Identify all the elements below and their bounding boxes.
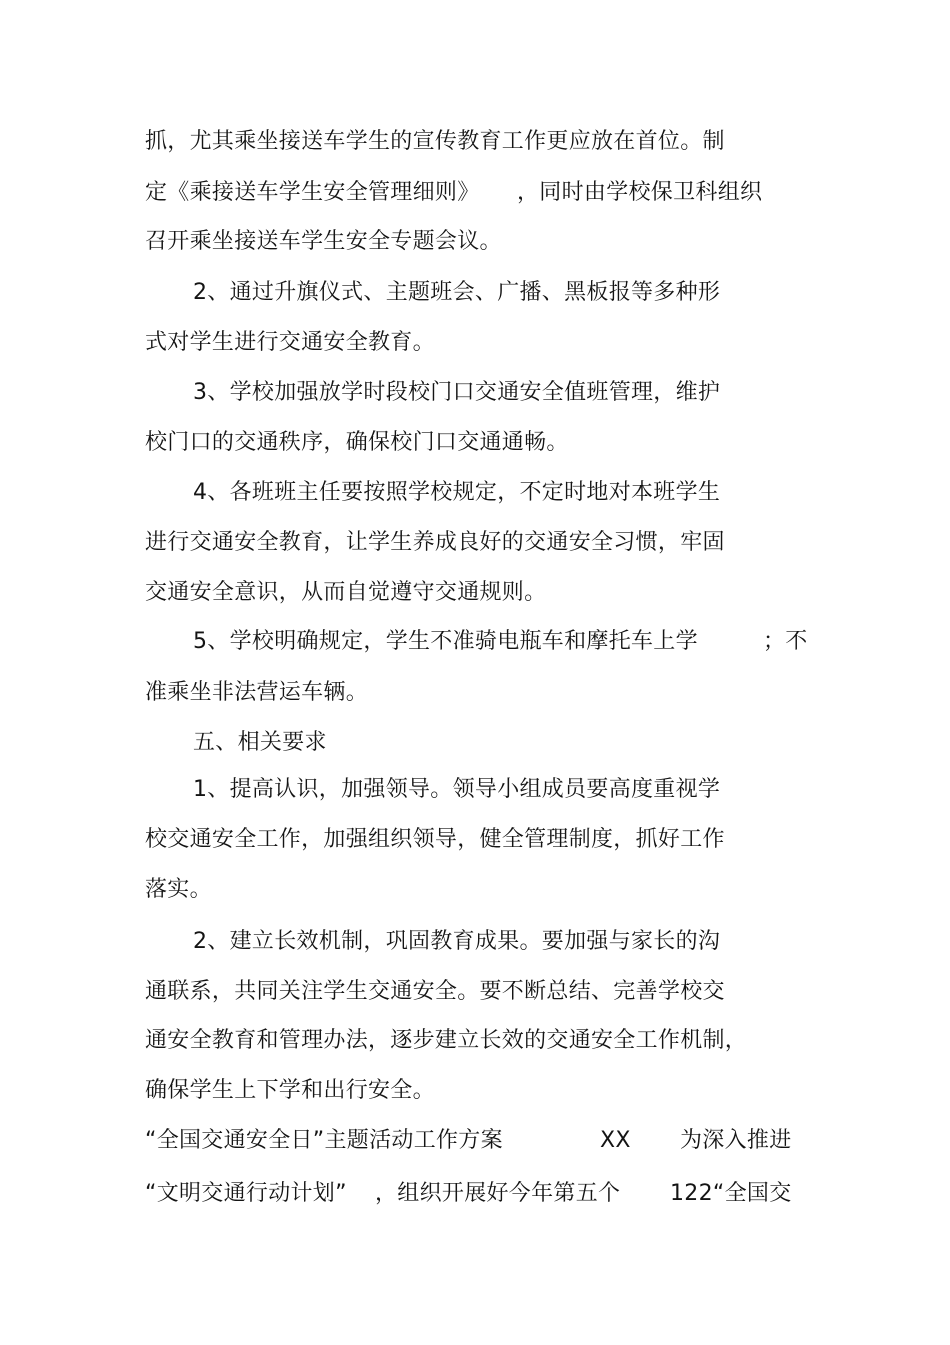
text-segment: 校门口的交通秩序，确保校门口交通通畅。 xyxy=(145,430,569,455)
text-segment: 式对学生进行交通安全教育。 xyxy=(145,330,435,355)
text-segment: XX xyxy=(600,1128,631,1153)
text-segment: 抓，尤其乘坐接送车学生的宣传教育工作更应放在首位。制 xyxy=(145,129,725,154)
text-line xyxy=(145,1180,792,1320)
text-segment: 通联系，共同关注学生交通安全。要不断总结、完善学校交 xyxy=(145,979,725,1004)
text-segment: ，同时由学校保卫科组织 xyxy=(517,180,763,205)
text-segment: 五、相关要求 xyxy=(193,730,327,755)
text-segment: ，组织开展好今年第五个 xyxy=(375,1181,621,1206)
text-segment: “全国交通安全日”主题活动工作方案 xyxy=(145,1128,503,1153)
text-segment: 2、建立长效机制，巩固教育成果。要加强与家长的沟 xyxy=(193,929,721,954)
text-line xyxy=(145,329,435,413)
text-segment: 3、学校加强放学时段校门口交通安全值班管理，维护 xyxy=(193,380,721,405)
text-segment: 1、提高认识，加强领导。领导小组成员要高度重视学 xyxy=(193,777,721,802)
text-segment: 定《乘接送车学生安全管理细则》 xyxy=(145,180,480,205)
text-segment: 确保学生上下学和出行安全。 xyxy=(145,1078,435,1103)
text-segment: 落实。 xyxy=(145,877,212,902)
text-segment: 准乘坐非法营运车辆。 xyxy=(145,680,369,705)
text-segment: 122“全国交 xyxy=(670,1181,792,1206)
text-segment: 进行交通安全教育，让学生养成良好的交通安全习惯，牢固 xyxy=(145,530,725,555)
text-segment: 召开乘坐接送车学生安全专题会议。 xyxy=(145,229,502,254)
text-segment: 为深入推进 xyxy=(680,1128,792,1153)
text-segment: “文明交通行动计划” xyxy=(145,1181,347,1206)
text-segment: ；不 xyxy=(763,629,808,654)
text-segment: 4、各班班主任要按照学校规定，不定时地对本班学生 xyxy=(193,480,721,505)
text-segment: 校交通安全工作，加强组织领导，健全管理制度，抓好工作 xyxy=(145,827,725,852)
text-segment: 5、学校明确规定，学生不准骑电瓶车和摩托车上学 xyxy=(193,629,698,654)
text-line xyxy=(145,876,212,960)
text-segment: 2、通过升旗仪式、主题班会、广播、黑板报等多种形 xyxy=(193,280,721,305)
text-segment: 交通安全意识，从而自觉遵守交通规则。 xyxy=(145,580,547,605)
text-segment: 通安全教育和管理办法，逐步建立长效的交通安全工作机制， xyxy=(145,1028,748,1053)
